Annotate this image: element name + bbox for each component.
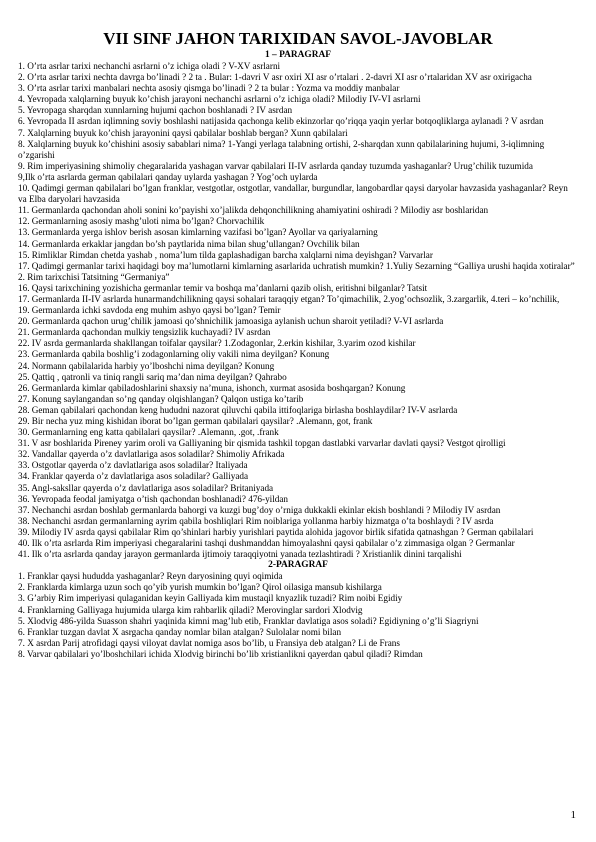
question-line: 8. Xalqlarning buyuk ko’chishini asosiy sabablari nima? 1-Yangi yerlaga talabning ortishi, 2-sharqdan xunn qabilalarining hujumi, 3-iqlimning o’zgarishi — [18, 138, 545, 160]
question-line: 7. Xalqlarning buyuk ko’chish jarayonini qaysi qabilalar boshlab bergan? Xunn qabilalari — [18, 127, 348, 138]
document-body — [18, 50, 578, 660]
question-line: 35. Angl-saksllar qayerda o’z davlatlariga asos soladilar? Britaniyada — [18, 482, 274, 493]
question-line: 14. Germanlarda erkaklar jangdan bo’sh paytlarida nima bilan shug’ullangan? Ovchilik bilan — [18, 238, 360, 249]
page-number: 1 — [570, 809, 576, 821]
question-line: 34. Franklar qayerda o’z davlatlariga asos soladilar? Galliyada — [18, 471, 249, 482]
question-line: 9. Rim imperiyasining shimoliy chegaralarida yashagan varvar qabilalari II-IV asrlarda qanday tuzumda yashaganlar? Urug’chilik tuzumida — [18, 160, 533, 171]
question-line: 31. V asr boshlarida Pireney yarim oroli va Galliyaning bir qismida tashkil topgan dastlabki varvarlar davlati qaysi? Vestgot qirolligi — [18, 438, 506, 449]
document-page — [18, 30, 578, 660]
question-line: 38. Nechanchi asrdan germanlarning ayrim qabila boshliqlari Rim noiblariga yollanma harbiy hizmatga o’ta boshlaydi ? IV asrda — [18, 515, 494, 526]
question-line: 30. Germanlarning eng katta qabilalari qaysilar? .Alemann, .got, .frank — [18, 427, 279, 438]
question-line: 9,Ilk o’rta asrlarda german qabilalari qanday uylarda yashagan ? Yog’och uylarda — [18, 171, 318, 182]
question-line: 41. Ilk o’rta asrlarda qanday jarayon germanlarda ijtimoiy taraqqiyotni yanada tezlashtiradi ? Xristianlik dinini tarqalishi — [18, 549, 462, 560]
question-line: 1. O’rta asrlar tarixi nechanchi asrlarni o’z ichiga oladi ? V-XV asrlarni — [18, 61, 281, 71]
question-line: 4. Yevropada xalqlarning buyuk ko’chish jarayoni nechanchi asrlarni o’z ichiga oladi? Milodiy IV-VI asrlarni — [18, 94, 421, 105]
question-line: 3. G’arbiy Rim imperiyasi qulaganidan keyin Galliyada kim mustaqil knyazlik tuzadi? Rim noibi Egidiy — [18, 593, 403, 604]
question-line: 17. Qadimgi germanlar tarixi haqidagi boy ma’lumotlarni kimlarning asarlarida uchratish mumkin? 1.Yuliy Sezarning “Galliya urushi haqida xotiralar” 2. Rim tarixchisi Tatsitning “Germaniya” — [18, 260, 575, 282]
question-line: 11. Germanlarda qachondan aholi sonini ko’payishi xo’jalikda dehqonchilikning ahamiyatini oshiradi ? Milodiy asr boshlaridan — [18, 205, 489, 216]
question-line: 6. Yevropada II asrdan iqlimning soviy boshlashi natijasida qachonga kelib ekinzorlar qo’riqqa yaqin yerlar botqoqliklarga aylanadi ? V asrdan — [18, 116, 544, 127]
section-heading: 2-PARAGRAF — [268, 560, 328, 571]
question-line: 12. Germanlarning asosiy mashg’uloti nima bo’lgan? Chorvachilik — [18, 216, 265, 227]
question-line: 2. Franklarda kimlarga uzun soch qo’yib yurish mumkin bo’lgan? Qirol oilasiga mansub kishilarga — [18, 582, 382, 593]
question-line: 19. Germanlarda ichki savdoda eng muhim ashyo qaysi bo’lgan? Temir — [18, 305, 281, 316]
section-heading: 1 – PARAGRAF — [265, 50, 331, 60]
question-line: 17. Germanlarda II-IV asrlarda hunarmandchilikning qaysi sohalari taraqqiy etgan? To’qimachilik, 2.yog’ochsozlik, 3.zargarlik, 4.teri – ko’nchilik, — [18, 293, 560, 304]
question-line: 32. Vandallar qayerda o’z davlatlariga asos soladilar? Shimoliy Afrikada — [18, 449, 285, 460]
question-line: 13. Germanlarda yerga ishlov berish asosan kimlarning vazifasi bo’lgan? Ayollar va qariyalarning — [18, 227, 378, 238]
question-line: 7. X asrdan Parij atrofidagi qaysi viloyat davlat nomiga asos bo’lib, u Fransiya deb atalgan? Li de Frans — [18, 637, 400, 648]
question-line: 24. Normann qabilalarida harbiy yo’lboshchi nima deyilgan? Konung — [18, 360, 275, 371]
question-line: 36. Yevropada feodal jamiyatga o’tish qachondan boshlanadi? 476-yildan — [18, 493, 289, 504]
question-line: 16. Qaysi tarixchining yozishicha germanlar temir va boshqa ma’danlarni qazib olish, eritishni bilganlar? Tatsit — [18, 282, 428, 293]
question-line: 20. Germanlarda qachon urug’chilik jamoasi qo’shnichilik jamoasiga aylanish uchun sharoit yetiladi? V-VI asrlarda — [18, 316, 444, 327]
question-line: 25. Qattiq , qatronli va tiniq rangli sariq ma’dan nima deyilgan? Qahrabo — [18, 371, 287, 382]
question-line: 15. Rimliklar Rimdan chetda yashab , noma’lum tilda gaplashadigan barcha xalqlarni nima deyishgan? Varvarlar — [18, 249, 433, 260]
question-line: 6. Franklar tuzgan davlat X asrgacha qanday nomlar bilan atalgan? Sulolalar nomi bilan — [18, 626, 342, 637]
question-line: 21. Germanlarda qachondan mulkiy tengsizlik kuchayadi? IV asrdan — [18, 327, 271, 338]
question-line: 10. Qadimgi german qabilalari bo’lgan franklar, vestgotlar, ostgotlar, vandallar, burgundlar, langobardlar qaysi daryolar havzasida yashaganlar? Reyn va Elba daryolari havzasida — [18, 183, 568, 205]
question-line: 2. O’rta asrlar tarixi nechta davrga bo’linadi ? 2 ta . Bular: 1-davri V asr oxiri XI asr o’rtalari . 2-davri XI asr o’rtalaridan XV asr oxirigacha — [18, 72, 532, 83]
question-line: 3. O’rta asrlar tarixi manbalari nechta asosiy qismga bo’linadi ? 2 ta bular : Yozma va moddiy manbalar — [18, 83, 400, 94]
document-title: VII SINF JAHON TARIXIDAN SAVOL-JAVOBLAR — [103, 29, 493, 48]
question-line: 40. Ilk o’rta asrlarda Rim imperiyasi chegaralarini tashqi dushmanddan himoyalashni qaysi qabilalar o’z zimmasiga olgan ? Germanlar — [18, 538, 515, 549]
question-line: 33. Ostgotlar qayerda o’z davlatlariga asos soladilar? Italiyada — [18, 460, 248, 471]
question-line: 37. Nechanchi asrdan boshlab germanlarda bahorgi va kuzgi bug’doy o’rniga dukkakli ekinlar ekish boshlandi ? Milodiy IV asrdan — [18, 504, 501, 515]
question-line: 26. Germanlarda kimlar qabiladoshlarini shaxsiy na’muna, ishonch, xurmat asosida boshqargan? Konung — [18, 382, 406, 393]
question-line: 4. Franklarning Galliyaga hujumida ularga kim rahbarlik qiladi? Merovinglar sardori Xlodvig — [18, 604, 363, 615]
question-line: 27. Konung saylangandan so’ng qanday olqishlangan? Qalqon ustiga ko’tarib — [18, 393, 304, 404]
question-line: 5. Xlodvig 486-yilda Suasson shahri yaqinida kimni mag’lub etib, Franklar davlatiga asos soladi? Egidiyning o’g’li Siagriyni — [18, 615, 479, 626]
question-line: 29. Bir necha yuz ming kishidan iborat bo’lgan german qabilalari qaysilar? .Alemann, got, frank — [18, 416, 373, 426]
question-line: 1. Franklar qaysi hududda yashaganlar? Reyn daryosining quyi oqimida — [18, 571, 283, 582]
question-line: 23. Germanlarda qabila boshlig’i zodagonlarning oliy vakili nima deyilgan? Konung — [18, 349, 330, 360]
question-line: 28. Geman qabilalari qachondan keng hududni nazorat qiluvchi qabila ittifoqlariga birlasha boshlaydilar? IV-V asrlarda — [18, 404, 458, 415]
question-line: 5. Yevropaga sharqdan xunnlarning hujumi qachon boshlanadi ? IV asrdan — [18, 105, 293, 116]
question-line: 39. Milodiy IV asrda qaysi qabilalar Rim qo’shinlari harbiy yurishlari paytida alohida jagovor birlik sifatida qatnashgan ? German qabilalari — [18, 526, 534, 537]
question-line: 22. IV asrda germanlarda shakllangan toifalar qaysilar? 1.Zodagonlar, 2.erkin kishilar, 3.yarim ozod kishilar — [18, 338, 416, 349]
question-line: 8. Varvar qabilalari yo’lboshchilari ichida Xlodvig birinchi bo’lib xristianlikni qayerdan qabul qiladi? Rimdan — [18, 648, 423, 659]
